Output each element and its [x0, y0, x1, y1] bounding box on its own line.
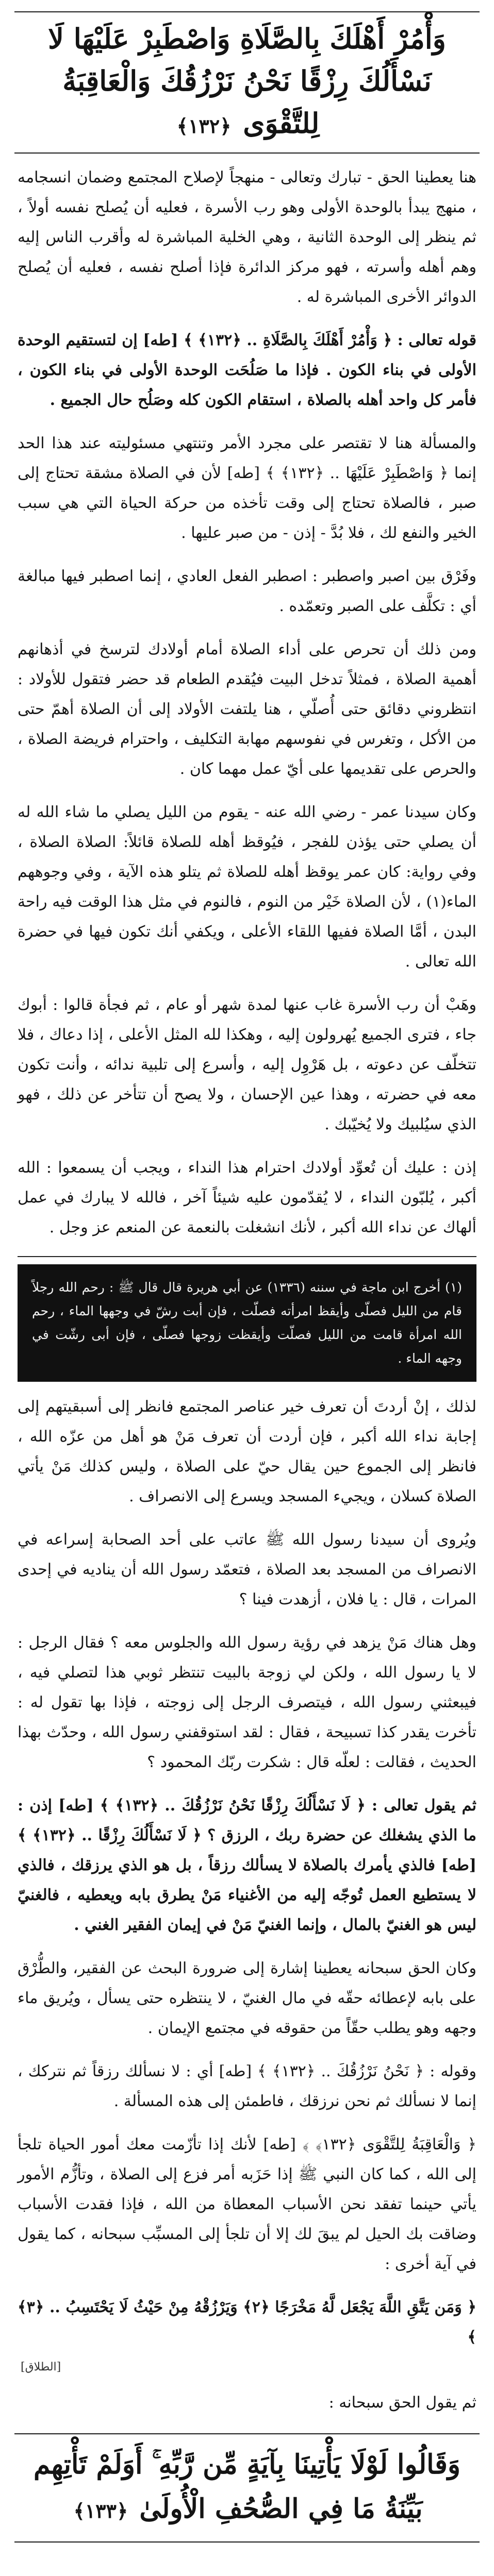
- paragraph: قوله تعالى : ﴿ وَأْمُرْ أَهْلَكَ بِالصَّلَاةِ .. ﴿١٣٢﴾ ﴾ [طه] إن لتستقيم الوحدة الأولى في بناء الكون . فإذا ما صَلُحَت الوحدة الأولى في بناء الكون ، فأمر كل واحد أهله بالصلاة ، استقام الكون كله وصَلُح حال الجميع .: [18, 331, 476, 409]
- paragraph: ثم يقول تعالى : ﴿ لَا نَسْأَلُكَ رِزْقًا نَحْنُ نَرْزُقُكَ .. ﴿١٣٢﴾ ﴾ [طه] إذن : ما الذي يشغلك عن حضرة ربك ، الرزق ؟ ﴿ لَا نَسْأَلُكَ رِزْقًا .. ﴿١٣٢﴾ ﴾ [طه] فالذي يأمرك بالصلاة لا يسألك رزقاً ، بل هو الذي يرزقك ، فالذي لا يستطيع العمل تُوجّه إليه من الأغنياء مَنْ يطرق بابه ويعطيه ، فالغنيّ ليس هو الغنيّ بالمال ، وإنما الغنيّ مَنْ في إيمان الفقير الغني .: [18, 1797, 476, 1934]
- paragraph: ﴿ وَالْعَاقِبَةُ لِلتَّقْوَى ﴿١٣٢﴾ ﴾ [طه] لأنك إذا تأزّمت معك أمور الحياة تلجأ إلى الله ، كما كان النبي ﷺ إذا حَزَبه أمر فزع إلى الصلاة ، وتأزُّم الأمور يأتي حينما تفقد نحن الأسباب المعطاة من الله ، فإذا فقدت الأسباب وضاقت بك الحيل لم يبقَ لك إلا أن تلجأ إلى المسبِّب سبحانه ، كما يقول في آية أخرى :: [18, 2136, 476, 2273]
- ayah-number: ﴿١٣٢﴾: [176, 114, 232, 138]
- paragraph: وهل هناك مَنْ يزهد في رؤية رسول الله والجلوس معه ؟ فقال الرجل : لا يا رسول الله ، ولكن لي زوجة بالبيت تنتظر ثوبي هذا لتصلي فيه ، فيبعثني رسول الله ، فيتصرف الرجل إلى زوجته ، فإذا بها تقول له : تأخرت يقدر كذا تسبيحة ، فقال : لقد استوقفني رسول الله ، وحدّث بهذا الحديث ، فقالت : لعلّه قال : شكرت ربّك المحمود ؟: [18, 1634, 476, 1771]
- ayah-number: ﴿١٣٣﴾: [73, 2499, 128, 2522]
- quran-quote: ﴿ وَمَن يَتَّقِ اللَّهَ يَجْعَل لَّهُ مَخْرَجًا ﴿٢﴾ وَيَرْزُقْهُ مِنْ حَيْثُ لَا يَحْتَسِبُ .. ﴿٣﴾ ﴾: [18, 2298, 476, 2346]
- footnote-divider: [18, 1256, 476, 1257]
- paragraph: وكان الحق سبحانه يعطينا إشارة إلى ضرورة البحث عن الفقير، والطُّرْق على بابه لإعطائه حقّه في مال الغنيّ ، لا ينتظره حتى يسأل ، ويُريق ماء وجهه وهو يطلب حقّاً من حقوقه في مجتمع الإيمان .: [18, 1959, 476, 2037]
- paragraph: ومن ذلك أن تحرص على أداء الصلاة أمام أولادك لترسخ في أذهانهم أهمية الصلاة ، فمثلاً تدخل البيت فيُقدم الطعام قد حضر فتقول للأولاد : انتظروني دقائق حتى أُصلّي ، هنا يلتفت الأولاد إلى أن الصلاة أهمّ حتى من الأكل ، وتغرس في نفوسهم مهابة التكليف ، واحترام فريضة الصلاة ، والحرص على تقديمها على أيّ عمل مهما كان .: [18, 640, 476, 778]
- sura-reference: [الطلاق]: [21, 2361, 61, 2374]
- paragraph: والمسألة هنا لا تقتصر على مجرد الأمر وتنتهي مسئوليته عند هذا الحد إنما ﴿ وَاصْطَبِرْ عَلَيْهَا .. ﴿١٣٢﴾ ﴾ [طه] لأن في الصلاة مشقة تحتاج إلى صبر ، فالصلاة تحتاج إلى وقت تأخذه من حركة الحياة التي هي سبب الخير والنفع لك ، فلا بُدَّ - إذن - من صبر عليها .: [18, 434, 476, 542]
- paragraph: لذلك ، إنْ أردتَ أن تعرف خير عناصر المجتمع فانظر إلى أسبقيتهم إلى إجابة نداء الله أكبر ، فإن أردت أن تعرف مَنْ هو أهل من عزّه الله ، فانظر إلى الجموع حين يقال حيّ على الصلاة ، وليس كذلك مَنْ يأتي الصلاة كسلان ، ويجيء المسجد ويسرع إلى الانصراف .: [18, 1398, 476, 1505]
- paragraph: ويُروى أن سيدنا رسول الله ﷺ عاتب على أحد الصحابة إسراعه في الانصراف من المسجد بعد الصلاة ، فتعمّد رسول الله أن يناديه في إحدى المرات ، قال : يا فلان ، أزهدت فينا ؟: [18, 1531, 476, 1608]
- paragraph: ثم يقول الحق سبحانه :: [328, 2394, 476, 2412]
- verse-text: وَقَالُوا لَوْلَا يَأْتِينَا بِآيَةٍ مِّن رَّبِّهِ ۚ أَوَلَمْ تَأْتِهِم بَيِّنَةُ مَا فِي الصُّحُفِ الْأُولَىٰ: [33, 2449, 460, 2524]
- book-page: [0, 11, 494, 2576]
- paragraph: هنا يعطينا الحق - تبارك وتعالى - منهجاً لإصلاح المجتمع وضمان انسجامه ، منهج يبدأ بالوحدة الأولى وهو رب الأسرة ، فعليه أن يُصلح نفسه أولاً ، ثم ينظر إلى الوحدة الثانية ، وهي الخلية المباشرة له وأقرب الناس إليه وهم أهله وأسرته ، فهو مركز الدائرة فإذا أصلح نفسه ، فعليه أن يُصلح الدوائر الأخرى المباشرة له .: [18, 168, 476, 306]
- verse-header: [14, 11, 480, 154]
- verse-text: وَأْمُرْ أَهْلَكَ بِالصَّلَاةِ وَاصْطَبِرْ عَلَيْهَا لَا نَسْأَلُكَ رِزْقًا نَحْنُ نَرْزُقُكَ وَالْعَاقِبَةُ لِلتَّقْوَى: [48, 22, 446, 140]
- paragraph: وقوله : ﴿ نَحْنُ نَرْزُقُكَ .. ﴿١٣٢﴾ ﴾ [طه] أي : لا نسألك رزقاً ثم نتركك ، إنما لا نسألك ثم نحن نرزقك ، فاطمئن إلى هذه المسألة .: [18, 2062, 476, 2110]
- paragraph: وفَرْق بين اصبر واصطبر : اصطبر الفعل العادي ، إنما اصطبر فيها مبالغة أي : تكلَّف على الصبر وتعمّده .: [18, 567, 476, 615]
- paragraph: وكان سيدنا عمر - رضي الله عنه - يقوم من الليل يصلي ما شاء الله له أن يصلي حتى يؤذن للفجر ، فيُوقظ أهله للصلاة قائلاً: الصلاة الصلاة ، وفي رواية: كان عمر يوقظ أهله للصلاة ثم يتلو هذه الآية ، وفي وجوههم الماء(١) ، لأن الصلاة خَيْر من النوم ، فالنوم في مثل هذا الوقت فيه راحة البدن ، أمَّا الصلاة ففيها اللقاء الأعلى ، ويكفي أنك تكون فيها في حضرة الله تعالى .: [18, 803, 476, 971]
- footnote: (١) أخرج ابن ماجة في سننه (١٣٣٦) عن أبي هريرة قال قال ﷺ : رحم الله رجلاً قام من الليل فصلّى وأيقظ امرأته فصلّت ، فإن أبت رشّ في وجهها الماء ، رحم الله امرأة قامت من الليل فصلّت وأيقظت زوجها فصلّى ، فإن أبى رشّت في وجهه الماء .: [18, 1264, 476, 1382]
- paragraph: إذن : عليك أن تُعوِّد أولادك احترام هذا النداء ، ويجب أن يسمعوا : الله أكبر ، يُلبّون النداء ، لا يُقدّمون عليه شيئاً آخر ، فالله لا يبارك في عمل ألهاك عن نداء الله أكبر ، لأنك انشغلت بالنعمة عن المنعم عز وجل .: [18, 1159, 476, 1236]
- verse-footer: [14, 2433, 480, 2543]
- paragraph: وهَبْ أن رب الأسرة غاب عنها لمدة شهر أو عام ، ثم فجأة قالوا : أبوك جاء ، فترى الجميع يُهرولون إليه ، وهكذا لله المثل الأعلى ، إذا دعاك ، فلا تتخلّف عن دعوته ، بل هَرْوِل إليه ، وأسرع إلى تلبية ندائه ، وأنت تكون معه في حضرته ، وهذا عين الإحسان ، ولا يصح أن تتأخر عن ذلك ، فهو الذي سيُلبيك ولا يُخيّبك .: [18, 996, 476, 1133]
